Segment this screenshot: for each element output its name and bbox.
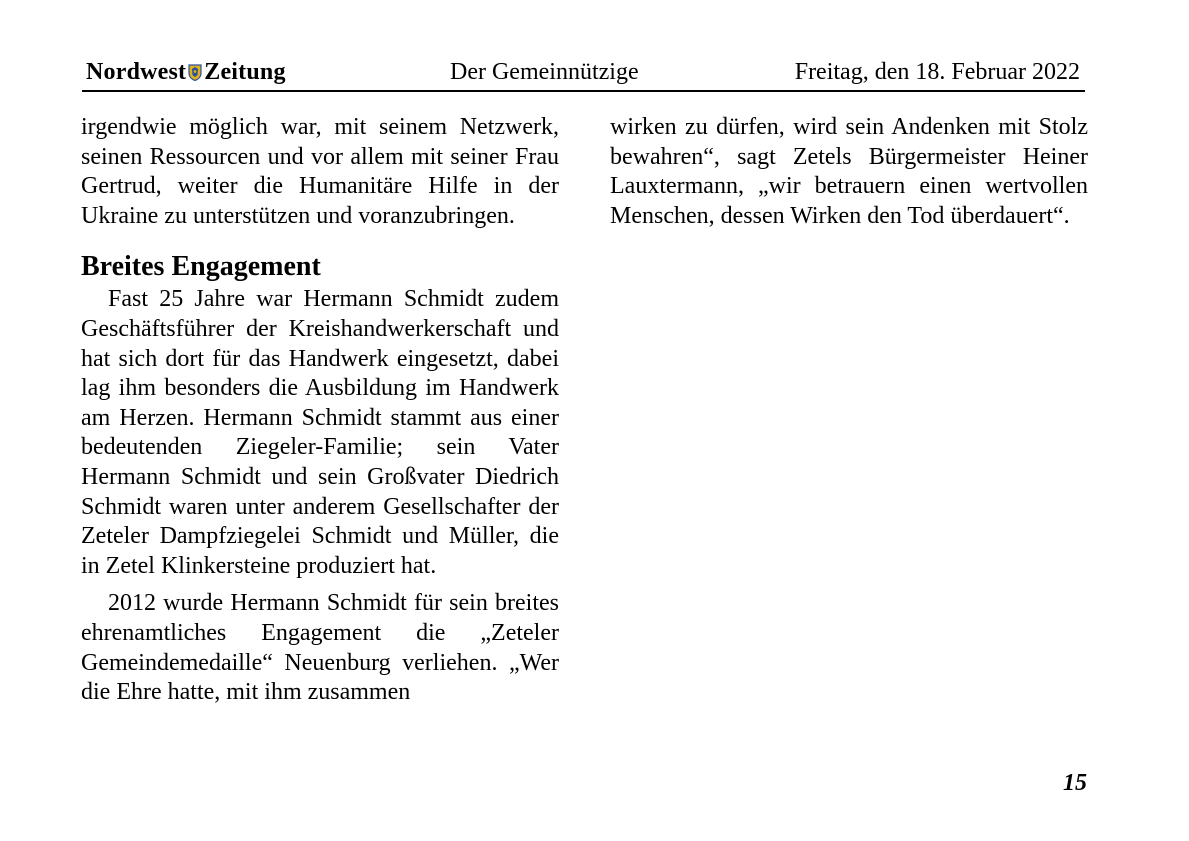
article-column-right bbox=[610, 113, 1088, 231]
article-paragraph: irgendwie möglich war, mit seinem Netzwerk, seinen Ressourcen und vor allem mit seiner Frau Gertrud, weiter die Humanitäre Hilfe in der Ukraine zu unterstützen und voranzubringen. bbox=[81, 114, 559, 229]
paragraph-gap bbox=[81, 581, 559, 589]
masthead bbox=[82, 58, 1085, 92]
article-paragraph: wirken zu dürfen, wird sein Andenken mit Stolz bewahren“, sagt Zetels Bürgermeister Heiner Lauxtermann, „wir betrauern einen wertvollen Menschen, dessen Wirken den Tod überdauert“. bbox=[610, 114, 1088, 229]
page-number: 15 bbox=[1063, 770, 1087, 796]
section-heading: Breites Engagement bbox=[81, 251, 321, 283]
brand-name-part1: Nordwest bbox=[86, 59, 187, 85]
brand-name-part2: Zeitung bbox=[204, 59, 286, 85]
section-title: Der Gemeinnützige bbox=[450, 59, 639, 85]
article-paragraph: 2012 wurde Hermann Schmidt für sein breites ehrenamtliches Engagement die „Zeteler Gemeindemedaille“ Neuenburg verliehen. „Wer die Ehre hatte, mit ihm zusammen bbox=[81, 590, 559, 706]
article-paragraph: Fast 25 Jahre war Hermann Schmidt zudem Geschäftsführer der Kreishandwerkerschaft und hat sich dort für das Handwerk eingesetzt, dabei lag ihm besonders die Ausbildung im Handwerk am Herzen. Hermann Schmidt stammt aus einer bedeutenden Ziegeler-Familie; sein Vater Hermann Schmidt und sein Großvater Diedrich Schmidt waren unter anderem Gesellschafter der Zeteler Dampfziegelei Schmidt und Müller, die in Zetel Klinkersteine produziert hat. bbox=[81, 286, 559, 579]
crest-icon bbox=[188, 61, 202, 78]
issue-date: Freitag, den 18. Februar 2022 bbox=[794, 59, 1080, 85]
article-column-left bbox=[81, 113, 559, 708]
newspaper-brand bbox=[86, 59, 286, 86]
